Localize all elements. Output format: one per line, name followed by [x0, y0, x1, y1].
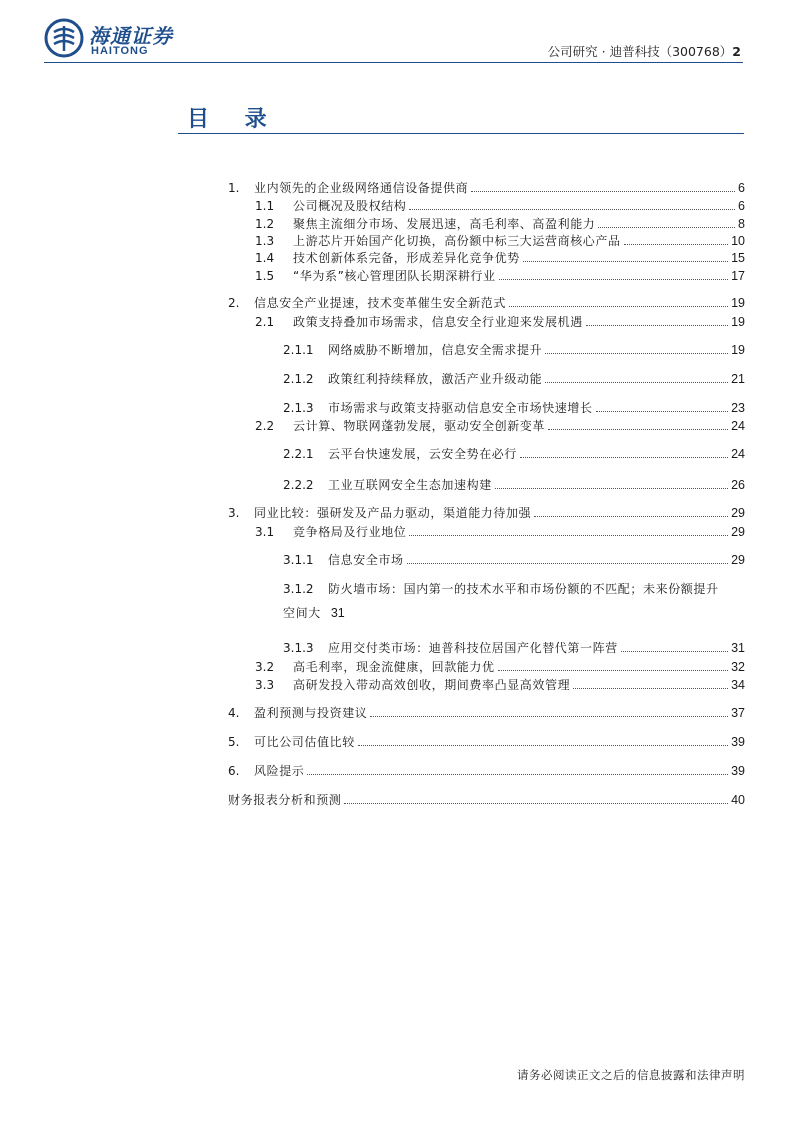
toc-title: 目 录: [187, 107, 281, 132]
toc-entry-number: 2.2: [255, 419, 275, 433]
toc-entry-page: 6: [738, 199, 745, 213]
toc-entry-page: 15: [731, 251, 745, 265]
toc-entry-2[interactable]: [228, 295, 745, 311]
toc-entry-number: 1.2: [255, 217, 275, 231]
toc-leader-dots: [523, 260, 728, 262]
toc-entry-title: 应用交付类市场：迪普科技位居国产化替代第一阵营: [328, 641, 618, 655]
toc-entry-number: 2.2.2: [283, 478, 314, 492]
toc-entry-number: 2.2.1: [283, 447, 314, 461]
toc-entry-3[interactable]: [228, 505, 745, 521]
toc-entry-6[interactable]: [228, 763, 745, 779]
toc-entry-title: 技术创新体系完备，形成差异化竞争优势: [293, 251, 520, 265]
toc-entry-number: 1.1: [255, 199, 275, 213]
toc-entry-title: 业内领先的企业级网络通信设备提供商: [254, 181, 469, 195]
toc-entry-number: 3.1.2: [283, 582, 314, 596]
toc-entry-title: 工业互联网安全生态加速构建: [328, 478, 492, 492]
toc-entry-page: 32: [731, 660, 745, 674]
toc-entry-title: 竞争格局及行业地位: [293, 525, 407, 539]
toc-entry-4[interactable]: [228, 705, 745, 721]
toc-entry-number: 3.1: [255, 525, 275, 539]
toc-entry-title: 聚焦主流细分市场、发展迅速，高毛利率、高盈利能力: [293, 217, 596, 231]
toc-entry-1-5[interactable]: [255, 268, 745, 284]
toc-leader-dots: [545, 381, 728, 383]
toc-entry-title: 同业比较：强研发及产品力驱动，渠道能力待加强: [254, 506, 532, 520]
toc-entry-page: 31: [330, 606, 345, 620]
toc-entry-financials[interactable]: [228, 792, 745, 808]
toc-leader-dots: [596, 410, 728, 412]
report-header: [548, 42, 741, 60]
header-page-number: 2: [732, 44, 741, 59]
toc-entry-1-1[interactable]: [255, 198, 745, 214]
toc-entry-number: 3.: [228, 506, 240, 520]
toc-entry-number: 2.: [228, 296, 240, 310]
header-divider: [44, 62, 743, 63]
toc-entry-number: 2.1.3: [283, 401, 314, 415]
toc-entry-2-2-1[interactable]: [283, 446, 745, 462]
toc-entry-number: 1.4: [255, 251, 275, 265]
toc-entry-title: 上游芯片开始国产化切换，高份额中标三大运营商核心产品: [293, 234, 621, 248]
toc-entry-1[interactable]: [228, 180, 745, 196]
toc-entry-page: 23: [731, 401, 745, 415]
toc-entry-number: 5.: [228, 735, 240, 749]
toc-leader-dots: [409, 208, 735, 210]
toc-leader-dots: [409, 534, 728, 536]
haitong-logo-icon: [44, 18, 84, 58]
toc-entry-number: 1.: [228, 181, 240, 195]
report-info: 公司研究 · 迪普科技（300768）: [547, 44, 733, 59]
toc-entry-title: 信息安全产业提速，技术变革催生安全新范式: [254, 296, 507, 310]
toc-entry-3-1-1[interactable]: [283, 552, 745, 568]
toc-leader-dots: [370, 715, 728, 717]
toc-entry-page: 19: [731, 296, 745, 310]
toc-entry-1-4[interactable]: [255, 250, 745, 266]
toc-entry-3-3[interactable]: [255, 677, 745, 693]
toc-entry-title: 可比公司估值比较: [254, 735, 355, 749]
toc-entry-3-1-2[interactable]: [283, 581, 745, 620]
toc-entry-5[interactable]: [228, 734, 745, 750]
toc-entry-2-2-2[interactable]: [283, 477, 745, 493]
toc-leader-dots: [509, 305, 728, 307]
toc-leader-dots: [407, 562, 728, 564]
toc-leader-dots: [307, 773, 728, 775]
toc-entry-page: 40: [731, 793, 745, 807]
toc-leader-dots: [586, 324, 728, 326]
toc-leader-dots: [534, 515, 728, 517]
toc-entry-number: 2.1.1: [283, 343, 314, 357]
toc-leader-dots: [495, 487, 728, 489]
toc-entry-2-1[interactable]: [255, 314, 745, 330]
toc-entry-page: 31: [731, 641, 745, 655]
brand-name-cn: 海通证券: [89, 24, 173, 48]
toc-entry-title: 高研发投入带动高效创收，期间费率凸显高效管理: [293, 678, 571, 692]
toc-title-divider: [178, 133, 744, 134]
toc-entry-title: 盈利预测与投资建议: [254, 706, 368, 720]
toc-entry-number: 1.5: [255, 269, 275, 283]
toc-entry-title: 网络威胁不断增加，信息安全需求提升: [328, 343, 543, 357]
toc-entry-1-3[interactable]: [255, 233, 745, 249]
toc-entry-title-continued: 空间大: [283, 606, 321, 620]
toc-leader-dots: [520, 456, 728, 458]
toc-entry-page: 39: [731, 735, 745, 749]
toc-leader-dots: [545, 352, 728, 354]
haitong-logo: [44, 18, 184, 60]
toc-entry-page: 17: [731, 269, 745, 283]
toc-entry-1-2[interactable]: [255, 216, 745, 232]
toc-entry-page: 39: [731, 764, 745, 778]
toc-entry-2-1-1[interactable]: [283, 342, 745, 358]
toc-entry-number: 3.1.1: [283, 553, 314, 567]
toc-entry-page: 19: [731, 315, 745, 329]
toc-entry-page: 8: [738, 217, 745, 231]
toc-leader-dots: [344, 802, 728, 804]
toc-entry-page: 29: [731, 553, 745, 567]
toc-entry-page: 37: [731, 706, 745, 720]
toc-entry-number: 2.1: [255, 315, 275, 329]
toc-entry-page: 34: [731, 678, 745, 692]
toc-leader-dots: [598, 226, 735, 228]
toc-leader-dots: [498, 669, 728, 671]
toc-entry-number: 4.: [228, 706, 240, 720]
toc-entry-number: 6.: [228, 764, 240, 778]
toc-entry-title: 云平台快速发展，云安全势在必行: [328, 447, 518, 461]
toc-entry-page: 19: [731, 343, 745, 357]
toc-entry-page: 26: [731, 478, 745, 492]
toc-leader-dots: [624, 243, 728, 245]
toc-entry-title: 防火墙市场：国内第一的技术水平和市场份额的不匹配；未来份额提升: [328, 582, 719, 596]
toc-entry-page: 24: [731, 419, 745, 433]
toc-entry-page: 6: [738, 181, 745, 195]
brand-name-en: HAITONG: [91, 45, 149, 57]
toc-entry-title: 云计算、物联网蓬勃发展，驱动安全创新变革: [293, 419, 546, 433]
toc-entry-title: 市场需求与政策支持驱动信息安全市场快速增长: [328, 401, 593, 415]
toc-entry-2-1-3[interactable]: [283, 400, 745, 416]
toc-entry-title: 风险提示: [254, 764, 305, 778]
toc-entry-number: 3.3: [255, 678, 275, 692]
toc-leader-dots: [499, 278, 728, 280]
toc-entry-3-2[interactable]: [255, 659, 745, 675]
toc-entry-title: 政策支持叠加市场需求，信息安全行业迎来发展机遇: [293, 315, 583, 329]
toc-entry-page: 24: [731, 447, 745, 461]
toc-leader-dots: [471, 190, 735, 192]
toc-entry-page: 29: [731, 525, 745, 539]
toc-entry-title: “华为系”核心管理团队长期深耕行业: [293, 269, 496, 283]
toc-entry-2-1-2[interactable]: [283, 371, 745, 387]
toc-entry-page: 10: [731, 234, 745, 248]
toc-entry-title: 政策红利持续释放，激活产业升级动能: [328, 372, 543, 386]
toc-entry-3-1[interactable]: [255, 524, 745, 540]
toc-entry-number: 3.2: [255, 660, 275, 674]
toc-leader-dots: [548, 428, 728, 430]
toc-entry-title: 公司概况及股权结构: [293, 199, 407, 213]
toc-leader-dots: [621, 650, 728, 652]
toc-leader-dots: [573, 687, 728, 689]
toc-entry-3-1-3[interactable]: [283, 640, 745, 656]
legal-disclaimer: 请务必阅读正文之后的信息披露和法律声明: [517, 1068, 745, 1082]
toc-entry-title: 信息安全市场: [328, 553, 404, 567]
toc-leader-dots: [358, 744, 728, 746]
toc-entry-page: 21: [731, 372, 745, 386]
toc-entry-title: 财务报表分析和预测: [228, 793, 342, 807]
toc-entry-page: 29: [731, 506, 745, 520]
toc-entry-2-2[interactable]: [255, 418, 745, 434]
toc-entry-number: 3.1.3: [283, 641, 314, 655]
toc-entry-title: 高毛利率，现金流健康，回款能力优: [293, 660, 495, 674]
toc-entry-number: 2.1.2: [283, 372, 314, 386]
toc-entry-number: 1.3: [255, 234, 275, 248]
